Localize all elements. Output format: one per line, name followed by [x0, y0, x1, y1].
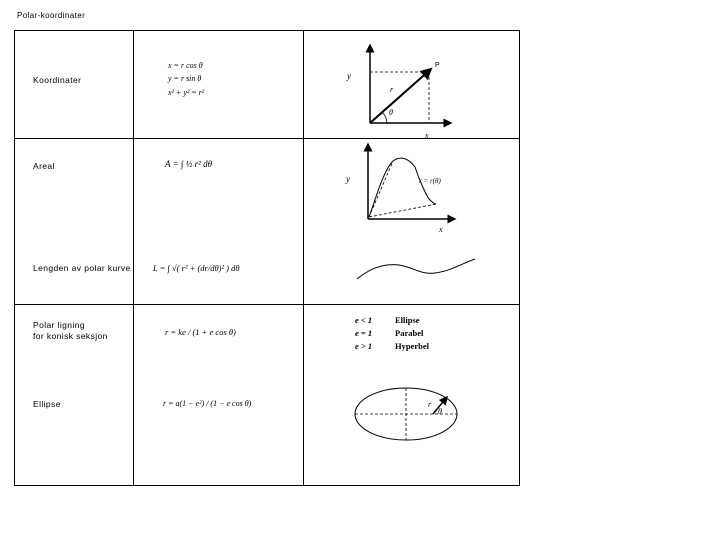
axis-label-x: x: [425, 131, 429, 140]
axis-label-y: y: [346, 174, 350, 184]
conic-condition: e < 1: [355, 314, 373, 325]
radius-vector: [370, 69, 431, 123]
row-label-curve-length: Lengden av polar kurve: [33, 263, 131, 273]
axis-label-y: y: [347, 71, 351, 81]
angle-label: θ: [389, 108, 393, 117]
formula-x-coordinate: x = r cos θ: [168, 61, 203, 70]
formula-ellipse: r = a(1 − e²) / (1 − e cos θ): [163, 399, 252, 408]
area-diagram: [335, 141, 465, 236]
formula-conic: r = ke / (1 + e cos θ): [165, 327, 236, 337]
conic-row: [355, 313, 429, 326]
conic-condition: e = 1: [355, 327, 373, 338]
formula-area: A = ∫ ½ r² dθ: [165, 159, 212, 169]
curve-length-diagram: [355, 253, 485, 283]
formula-arc-length: L = ∫ √( r² + (dr/dθ)² ) dθ: [153, 263, 240, 273]
page-title: Polar-koordinater: [17, 11, 86, 20]
polar-curve: [369, 158, 436, 217]
radius-label: r: [428, 400, 432, 409]
formula-y-coordinate: y = r sin θ: [168, 74, 202, 83]
ellipse-diagram: [351, 383, 471, 443]
column-divider: [133, 31, 134, 485]
point-label: P: [435, 62, 440, 69]
conic-name: Hyperbel: [395, 340, 429, 351]
polar-curve: [357, 259, 475, 279]
row-label-conic-equation: Polar ligning for konisk seksjon: [33, 320, 108, 341]
curve-label: r = r(θ): [419, 177, 441, 185]
row-divider: [15, 138, 519, 139]
formula-table: [14, 30, 520, 486]
boundary-ray: [369, 161, 393, 217]
row-divider: [15, 304, 519, 305]
conic-condition: e > 1: [355, 340, 373, 351]
column-divider: [303, 31, 304, 485]
coordinate-diagram: [335, 39, 465, 140]
formula-radius-identity: x² + y² = r²: [168, 88, 205, 97]
row-label-ellipse: Ellipse: [33, 399, 61, 409]
axis-label-x: x: [439, 225, 443, 234]
radius-label: r: [390, 85, 394, 94]
conic-name: Ellipse: [395, 314, 420, 325]
conic-row: [355, 326, 429, 339]
conic-classification: [355, 313, 429, 352]
conic-row: [355, 339, 429, 352]
conic-name: Parabel: [395, 327, 424, 338]
angle-arc: [382, 112, 387, 123]
row-label-areal: Areal: [33, 161, 55, 171]
boundary-ray: [369, 204, 436, 217]
angle-label: θ: [438, 407, 442, 416]
row-label-koordinater: Koordinater: [33, 75, 82, 85]
